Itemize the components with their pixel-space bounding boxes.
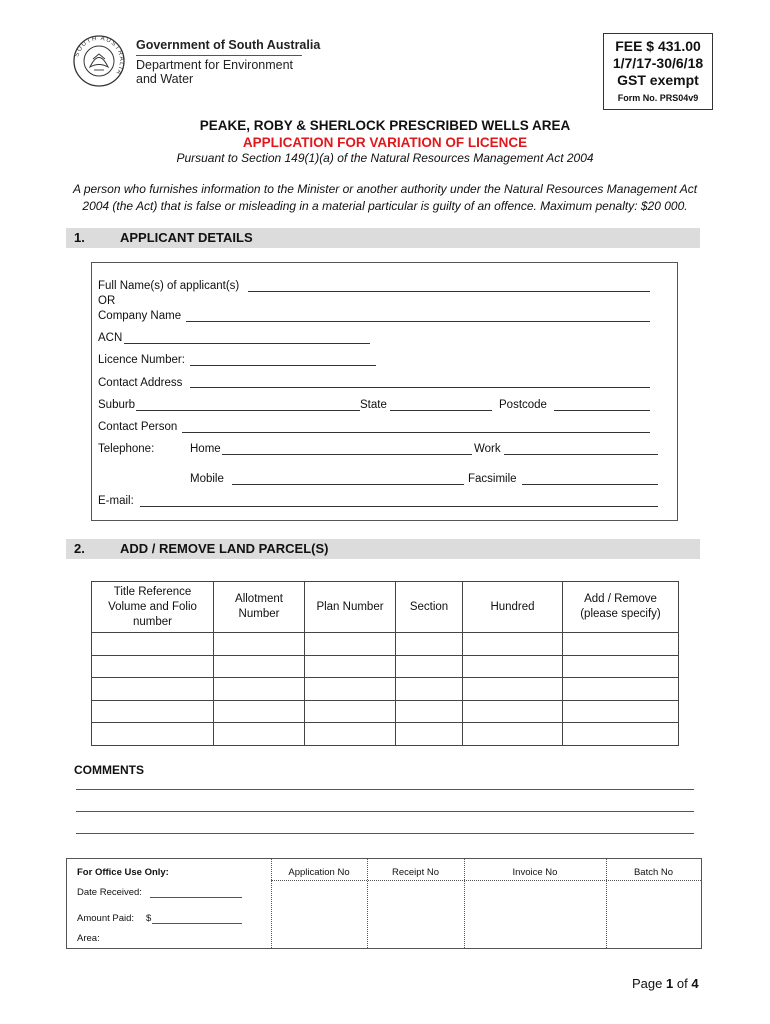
table-cell[interactable] [396, 678, 463, 701]
table-cell[interactable] [396, 633, 463, 656]
col-plan-number-label: Plan Number [316, 600, 384, 613]
page-total: 4 [691, 976, 699, 991]
fee-period: 1/7/17-30/6/18 [612, 55, 704, 71]
table-cell[interactable] [563, 633, 679, 656]
table-cell[interactable] [214, 678, 305, 701]
col-hundred [463, 582, 563, 633]
office-header-divider [271, 880, 701, 881]
col-title-reference-line-1: Title Reference [113, 585, 192, 598]
full-name-label: Full Name(s) of applicant(s) [98, 280, 240, 292]
contact-address-field[interactable] [190, 387, 650, 388]
date-received-field[interactable] [150, 897, 242, 898]
area-label: Area: [77, 933, 100, 944]
comments-line-2[interactable] [76, 811, 694, 812]
application-no-header: Application No [288, 867, 350, 878]
table-cell[interactable] [214, 723, 305, 746]
table-cell[interactable] [563, 700, 679, 723]
table-cell[interactable] [92, 678, 214, 701]
table-header-row [92, 582, 679, 633]
col-add-remove-line-2: (please specify) [580, 608, 661, 620]
comments-line-3[interactable] [76, 833, 694, 834]
acn-field[interactable] [124, 343, 370, 344]
col-section-label: Section [409, 600, 449, 613]
table-cell[interactable] [305, 723, 396, 746]
suburb-field[interactable] [136, 410, 360, 411]
state-label: State [360, 399, 387, 411]
col-plan-number [305, 582, 396, 633]
table-cell[interactable] [463, 700, 563, 723]
warning-line-2: 2004 (the Act) that is false or misleading in a material particular is guilty of an offence. Maximum penalty: $20 000. [82, 199, 688, 213]
table-row [92, 655, 679, 678]
department-line-1: Department for Environment [136, 58, 294, 72]
amount-paid-label: Amount Paid: [77, 913, 135, 924]
sa-government-seal-icon [72, 34, 126, 88]
seal-text: SOUTH AUSTRALIA [73, 34, 126, 77]
land-parcels-table [91, 581, 679, 746]
government-name: Government of South Australia [136, 38, 321, 52]
table-cell[interactable] [396, 723, 463, 746]
page-number [632, 976, 699, 991]
col-hundred-label: Hundred [490, 600, 535, 613]
table-cell[interactable] [92, 655, 214, 678]
comments-line-1[interactable] [76, 789, 694, 790]
contact-person-label: Contact Person [98, 421, 178, 433]
facsimile-field[interactable] [522, 484, 658, 485]
dollar-sign: $ [146, 913, 152, 924]
col-allotment-line-2: Number [238, 608, 280, 620]
table-cell[interactable] [563, 723, 679, 746]
or-label: OR [98, 295, 116, 307]
table-row [92, 723, 679, 746]
form-subtitle: APPLICATION FOR VARIATION OF LICENCE [242, 135, 528, 150]
table-row [92, 700, 679, 723]
home-phone-label: Home [190, 443, 221, 455]
table-cell[interactable] [463, 678, 563, 701]
col-allotment-number [214, 582, 305, 633]
state-field[interactable] [390, 410, 492, 411]
comments-label: COMMENTS [74, 763, 144, 777]
acn-label: ACN [98, 332, 123, 344]
table-cell[interactable] [463, 633, 563, 656]
email-field[interactable] [140, 506, 658, 507]
postcode-field[interactable] [554, 410, 650, 411]
pursuant-note: Pursuant to Section 149(1)(a) of the Natural Resources Management Act 2004 [176, 151, 594, 165]
section-1-header [66, 228, 700, 248]
contact-address-label: Contact Address [98, 377, 183, 389]
table-row [92, 678, 679, 701]
col-title-reference-line-2: Volume and Folio [108, 600, 197, 613]
section-1-number: 1. [74, 230, 85, 245]
org-divider [136, 55, 302, 56]
table-cell[interactable] [305, 633, 396, 656]
table-cell[interactable] [563, 678, 679, 701]
section-2-title: ADD / REMOVE LAND PARCEL(S) [120, 541, 329, 556]
licence-number-label: Licence Number: [98, 354, 185, 366]
company-name-field[interactable] [186, 321, 650, 322]
facsimile-label: Facsimile [468, 473, 517, 485]
offence-warning [60, 181, 710, 215]
work-phone-field[interactable] [504, 454, 658, 455]
organization-block [136, 38, 320, 86]
table-cell[interactable] [305, 655, 396, 678]
col-allotment-line-1: Allotment [235, 593, 283, 605]
col-title-reference [92, 582, 214, 633]
table-cell[interactable] [214, 633, 305, 656]
invoice-no-header: Invoice No [512, 867, 558, 878]
page-of: of [676, 976, 688, 991]
table-cell[interactable] [92, 700, 214, 723]
company-name-label: Company Name [98, 310, 182, 322]
form-number: Form No. PRS04v9 [617, 93, 699, 103]
warning-line-1: A person who furnishes information to the Minister or another authority under the Natural Resources Management Act [72, 182, 698, 196]
table-cell[interactable] [214, 655, 305, 678]
col-section [396, 582, 463, 633]
mobile-label: Mobile [190, 473, 224, 485]
postcode-label: Postcode [499, 399, 547, 411]
table-cell[interactable] [463, 655, 563, 678]
col-add-remove [563, 582, 679, 633]
office-use-box [66, 858, 702, 949]
table-cell[interactable] [396, 655, 463, 678]
batch-no-header: Batch No [633, 867, 674, 878]
email-label: E-mail: [98, 495, 134, 507]
table-cell[interactable] [305, 678, 396, 701]
section-2-header [66, 539, 700, 559]
form-title: PEAKE, ROBY & SHERLOCK PRESCRIBED WELLS AREA [199, 118, 571, 133]
office-use-title: For Office Use Only: [77, 867, 169, 878]
page-word: Page [632, 976, 663, 991]
full-name-field[interactable] [248, 291, 650, 292]
department-line-2: and Water [136, 72, 194, 86]
contact-person-field[interactable] [182, 432, 650, 433]
work-phone-label: Work [474, 443, 501, 455]
table-cell[interactable] [214, 700, 305, 723]
gst-status: GST exempt [617, 72, 699, 88]
col-title-reference-line-3: number [133, 615, 172, 628]
receipt-no-header: Receipt No [392, 867, 439, 878]
page-current: 1 [666, 976, 674, 991]
fee-box [603, 33, 713, 110]
licence-number-field[interactable] [190, 365, 376, 366]
table-cell[interactable] [305, 700, 396, 723]
table-cell[interactable] [92, 723, 214, 746]
table-cell[interactable] [92, 633, 214, 656]
table-cell[interactable] [563, 655, 679, 678]
section-2-number: 2. [74, 541, 85, 556]
table-row [92, 633, 679, 656]
col-add-remove-line-1: Add / Remove [584, 593, 657, 605]
amount-paid-field[interactable] [152, 923, 242, 924]
fee-amount: FEE $ 431.00 [615, 38, 701, 54]
date-received-label: Date Received: [77, 887, 142, 898]
applicant-details-box [91, 262, 678, 521]
suburb-label: Suburb [98, 399, 136, 411]
table-cell[interactable] [463, 723, 563, 746]
mobile-field[interactable] [232, 484, 464, 485]
telephone-label: Telephone: [98, 443, 155, 455]
table-cell[interactable] [396, 700, 463, 723]
home-phone-field[interactable] [222, 454, 472, 455]
section-1-title: APPLICANT DETAILS [120, 230, 253, 245]
